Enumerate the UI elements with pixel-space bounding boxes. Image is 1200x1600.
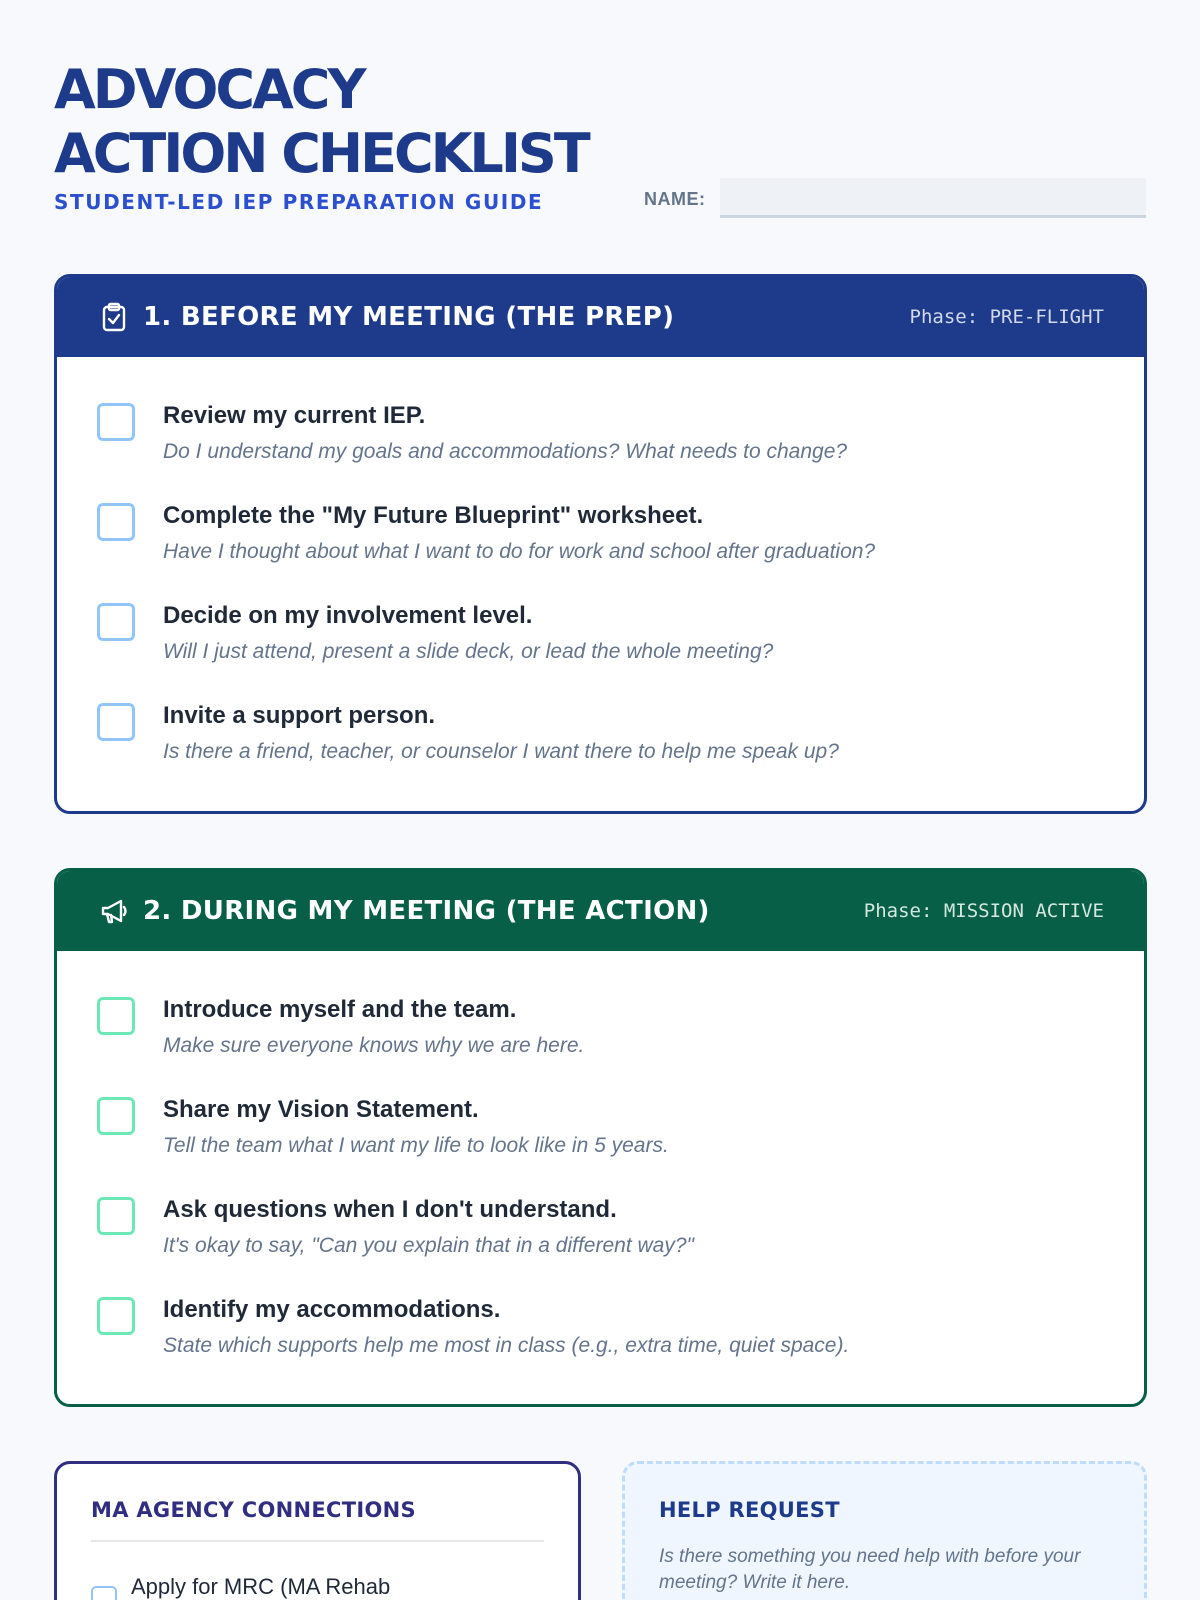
item-title: Introduce myself and the team. [163, 996, 517, 1023]
item-checkbox[interactable] [97, 603, 135, 641]
clipboard-check-icon [99, 302, 129, 332]
item-title: Ask questions when I don't understand. [163, 1196, 617, 1223]
item-checkbox[interactable] [97, 503, 135, 541]
checklist-item [97, 993, 1104, 1093]
item-description: It's okay to say, "Can you explain that in a different way?" [163, 1234, 694, 1257]
item-checkbox[interactable] [97, 1297, 135, 1335]
item-description: Make sure everyone knows why we are here. [163, 1034, 585, 1057]
item-description: Have I thought about what I want to do for work and school after graduation? [163, 540, 876, 563]
page-title-line-1: ADVOCACY [54, 58, 364, 121]
phase-label: Phase: PRE-FLIGHT [909, 306, 1104, 328]
item-description: State which supports help me most in class (e.g., extra time, quiet space). [163, 1334, 850, 1357]
megaphone-icon [99, 896, 129, 926]
item-checkbox[interactable] [97, 1197, 135, 1235]
name-label: NAME: [644, 189, 706, 209]
phase-label: Phase: MISSION ACTIVE [863, 900, 1104, 922]
item-description: Tell the team what I want my life to look like in 5 years. [163, 1134, 669, 1157]
item-title: Decide on my involvement level. [163, 602, 533, 629]
item-description: Will I just attend, present a slide deck, or lead the whole meeting? [163, 640, 774, 663]
page-header [54, 58, 1146, 228]
item-checkbox[interactable] [97, 403, 135, 441]
checklist-item [97, 599, 1104, 699]
item-checkbox[interactable] [97, 703, 135, 741]
page-title-line-2: ACTION CHECKLIST [54, 122, 588, 185]
checklist-item [97, 1293, 1104, 1393]
agency-connections-panel [54, 1461, 581, 1600]
page-subtitle: STUDENT-LED IEP PREPARATION GUIDE [54, 190, 544, 214]
section-header [57, 277, 1144, 357]
name-input[interactable] [720, 178, 1146, 218]
help-panel-title: HELP REQUEST [659, 1498, 840, 1522]
section-during-meeting [54, 868, 1147, 1407]
checklist-item [97, 499, 1104, 599]
item-title: Complete the "My Future Blueprint" worksheet. [163, 502, 704, 529]
section-header [57, 871, 1144, 951]
agency-item-label: Apply for MRC (MA Rehab [131, 1574, 391, 1599]
item-checkbox[interactable] [97, 1097, 135, 1135]
item-description: Do I understand my goals and accommodations? What needs to change? [163, 440, 848, 463]
item-title: Identify my accommodations. [163, 1296, 501, 1323]
checklist-item [97, 1093, 1104, 1193]
section-title: 1. BEFORE MY MEETING (THE PREP) [143, 302, 675, 332]
checklist-item [97, 699, 1104, 799]
section-before-meeting [54, 274, 1147, 814]
item-title: Invite a support person. [163, 702, 436, 729]
item-description: Is there a friend, teacher, or counselor I want there to help me speak up? [163, 740, 839, 763]
agency-panel-title: MA AGENCY CONNECTIONS [91, 1498, 544, 1542]
checklist-item [97, 1193, 1104, 1293]
help-description: Is there something you need help with before your meeting? Write it here. [659, 1546, 1081, 1593]
agency-item-checkbox[interactable] [91, 1586, 117, 1600]
agency-item [91, 1572, 544, 1600]
section-title: 2. DURING MY MEETING (THE ACTION) [143, 896, 710, 926]
help-request-panel [622, 1461, 1147, 1600]
item-title: Share my Vision Statement. [163, 1096, 479, 1123]
item-checkbox[interactable] [97, 997, 135, 1035]
item-title: Review my current IEP. [163, 402, 426, 429]
checklist-item [97, 399, 1104, 499]
